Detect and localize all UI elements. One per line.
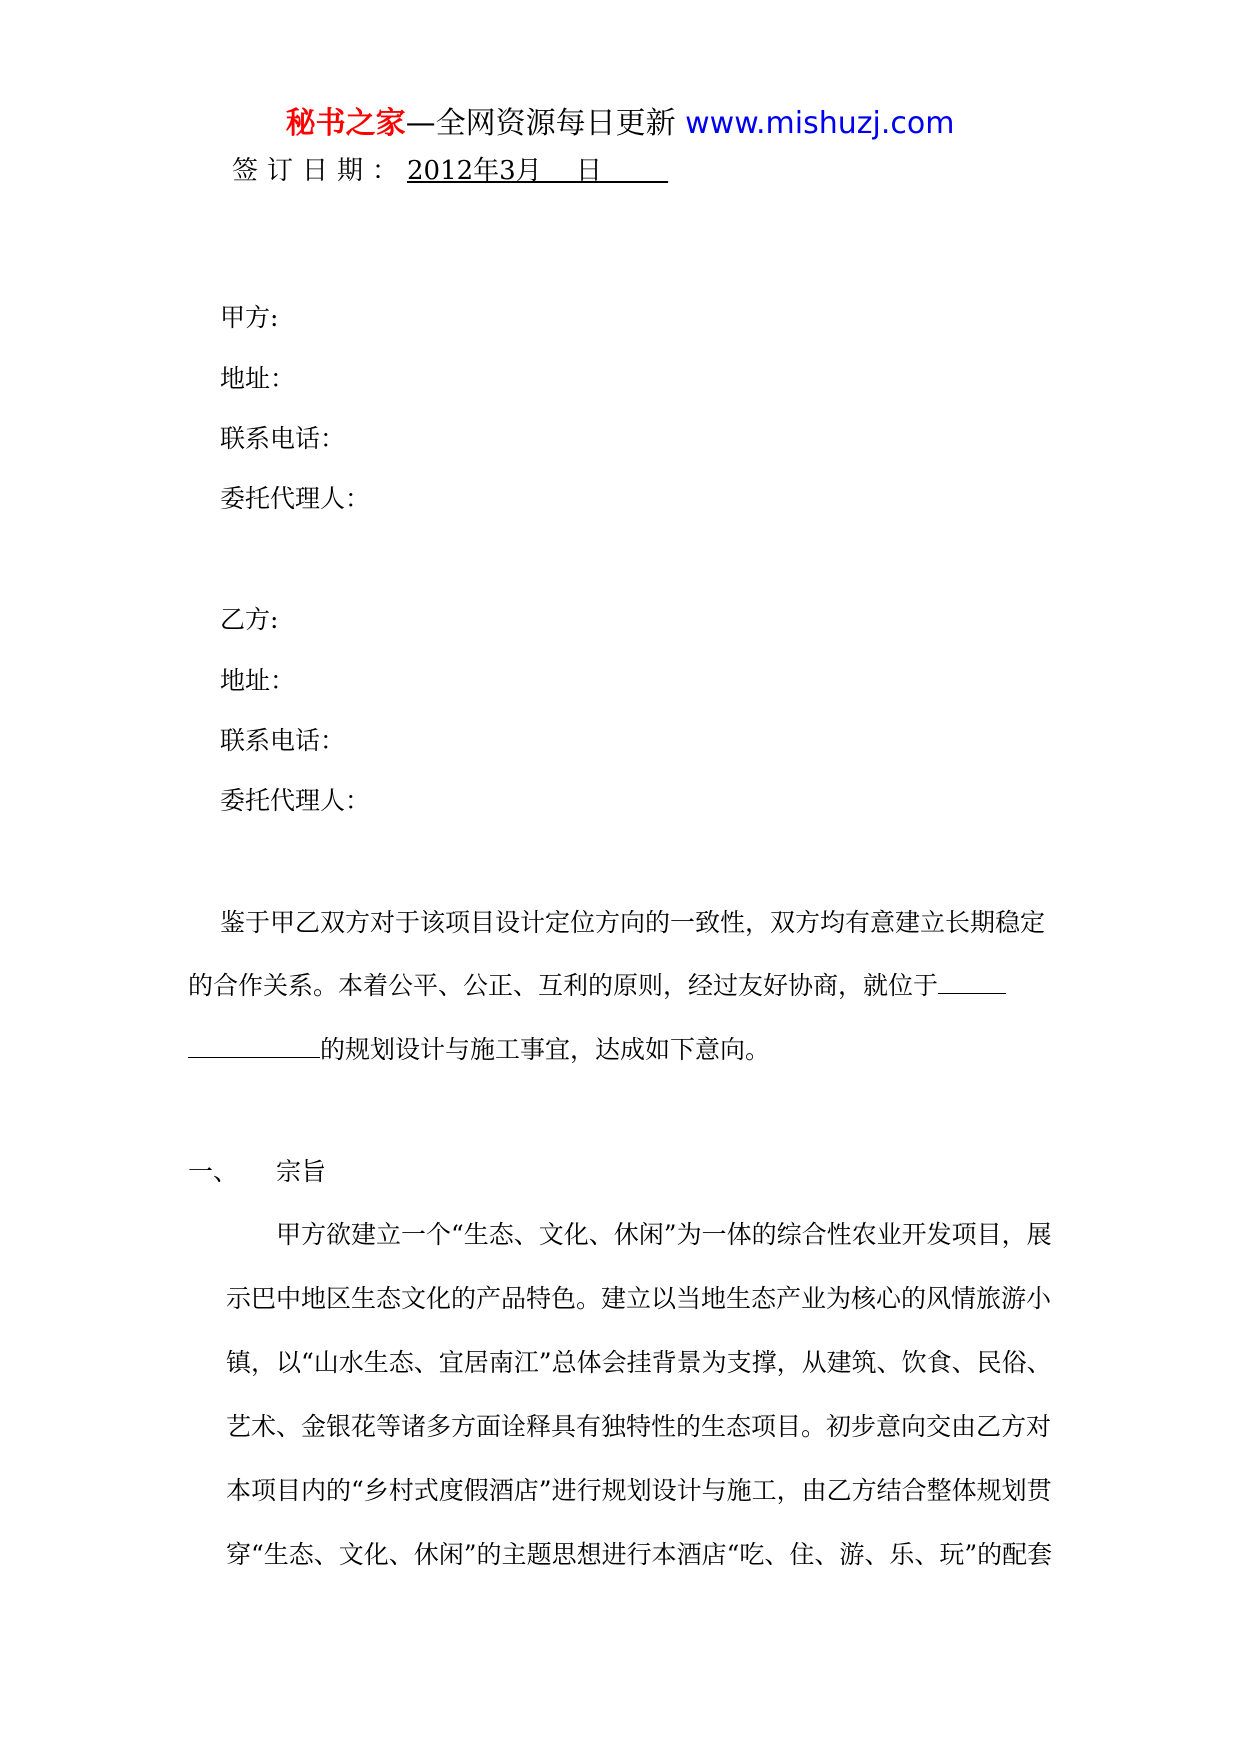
location-blank-2 — [188, 1033, 320, 1058]
sign-date-value: 2012年3月 日 — [407, 156, 602, 186]
party-b-name-label: 乙方: — [220, 605, 279, 634]
section-1-line-4: 艺术、金银花等诸多方面诠释具有独特性的生态项目。初步意向交由乙方对 — [226, 1412, 1052, 1441]
banner-url-link[interactable]: www.mishuzj.com — [685, 106, 955, 141]
sign-date-label: 签订日期： — [232, 156, 408, 186]
party-b-phone-label: 联系电话： — [220, 726, 346, 755]
section-1-line-1: 甲方欲建立一个“生态、文化、休闲”为一体的综合性农业开发项目，展 — [276, 1220, 1052, 1249]
banner-slogan: —全网资源每日更新 — [405, 106, 676, 141]
preamble-line-2 — [188, 969, 1006, 1003]
preamble-line-2-text: 的合作关系。本着公平、公正、互利的原则，经过友好协商，就位于 — [188, 971, 939, 1000]
party-a-phone-label: 联系电话： — [220, 424, 346, 453]
preamble-line-1: 鉴于甲乙双方对于该项目设计定位方向的一致性，双方均有意建立长期稳定 — [220, 908, 1046, 937]
preamble-line-3-text: 的规划设计与施工事宜，达成如下意向。 — [320, 1035, 771, 1064]
section-1-title: 宗旨 — [276, 1157, 327, 1186]
sign-date-line — [232, 153, 668, 189]
section-1-line-3: 镇，以“山水生态、宜居南江”总体会挂背景为支撑，从建筑、饮食、民俗、 — [226, 1348, 1052, 1377]
section-1-line-5: 本项目内的“乡村式度假酒店”进行规划设计与施工，由乙方结合整体规划贯 — [226, 1476, 1052, 1505]
section-1-number: 一、 — [188, 1157, 239, 1186]
banner-site-name: 秘书之家 — [285, 106, 406, 141]
preamble-line-3 — [188, 1033, 770, 1067]
party-b-agent-label: 委托代理人： — [220, 786, 371, 815]
sign-date-blank — [602, 153, 668, 189]
party-b-address-label: 地址： — [220, 666, 296, 695]
section-1-line-6: 穿“生态、文化、休闲”的主题思想进行本酒店“吃、住、游、乐、玩”的配套 — [226, 1540, 1053, 1569]
section-1-line-2: 示巴中地区生态文化的产品特色。建立以当地生态产业为核心的风情旅游小 — [226, 1284, 1052, 1313]
location-blank-1 — [938, 969, 1006, 994]
party-a-address-label: 地址： — [220, 364, 296, 393]
party-a-name-label: 甲方: — [220, 303, 279, 332]
site-banner — [0, 104, 1240, 144]
party-a-agent-label: 委托代理人： — [220, 484, 371, 513]
